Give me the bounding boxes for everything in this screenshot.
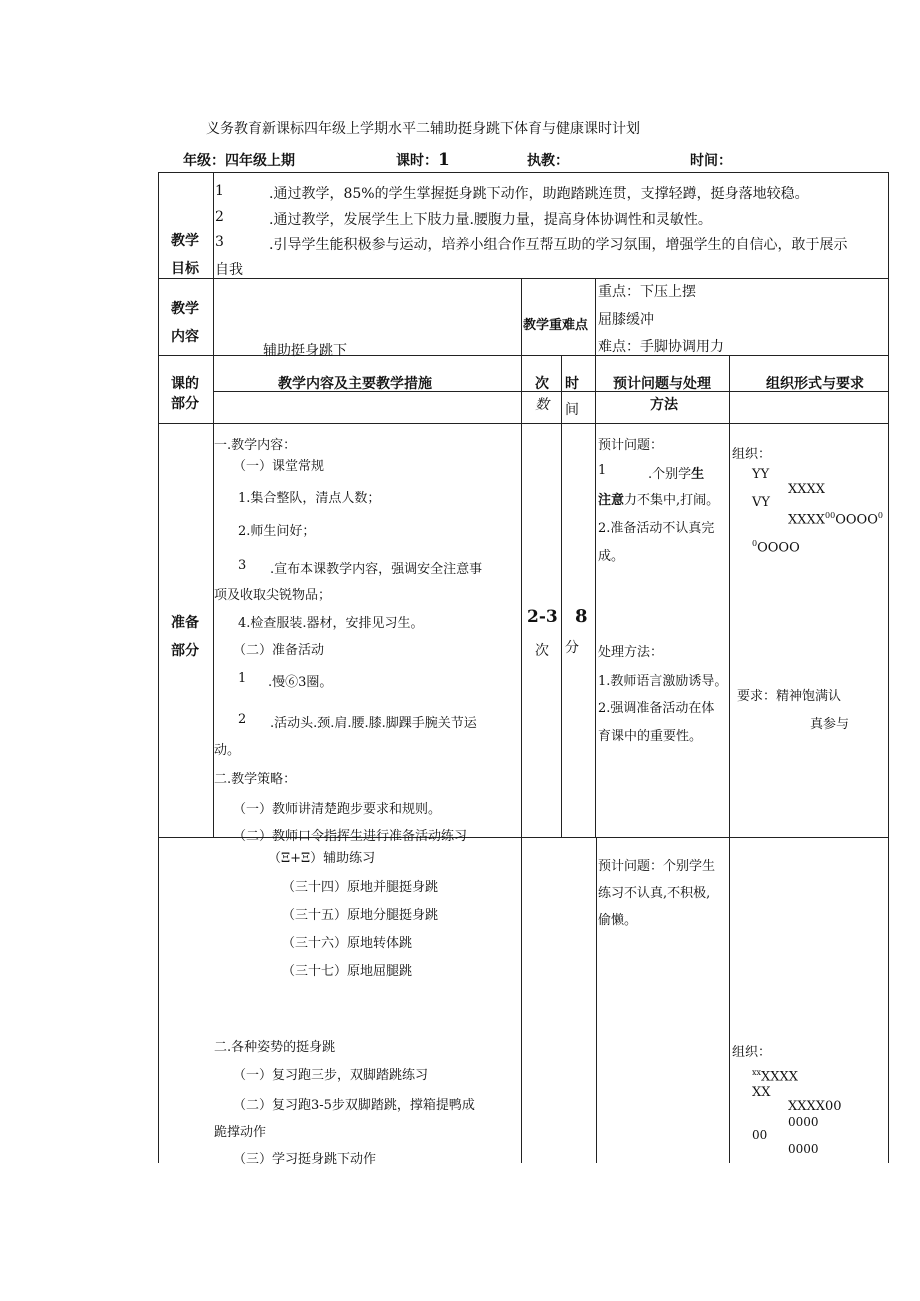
basic-line: （三十五）原地分腿挺身跳: [282, 908, 439, 923]
rule-objectives-bottom: [158, 278, 889, 279]
prep-line: （二）准备活动: [233, 643, 325, 658]
prep-org-row-5-b: OOOO: [757, 540, 800, 556]
col-duration-1: 时: [565, 376, 579, 392]
grade-label: 年级：四年级上期: [183, 153, 295, 169]
prep-problem-2: 2.准备活动不认真完: [598, 521, 715, 536]
prep-org-row-4-c: OOOO: [835, 512, 878, 528]
prep-line: 2: [238, 712, 247, 727]
content-label-2: 内容: [171, 329, 199, 345]
prep-problem-1-cont: [598, 489, 719, 508]
key-difficulty-label: 教学重难点: [523, 318, 589, 333]
basic-org-row: 00: [752, 1128, 768, 1142]
col-part-1: 课的: [171, 376, 199, 392]
basic-content-cell: [214, 839, 520, 1167]
objective-3-text: .引导学生能积极参与运动，培养小组合作互帮互助的学习氛围，增强学生的自信心，敢于展示: [269, 237, 848, 253]
prep-line: .活动头.颈.肩.腰.膝.脚踝手腕关节运: [270, 716, 477, 731]
prep-method-title: 处理方法：: [598, 645, 664, 660]
lesson-label: [396, 150, 450, 170]
prep-line: 1.集合整队，清点人数；: [238, 491, 381, 506]
rule-left: [158, 172, 159, 1163]
basic-org-row: 0000: [788, 1115, 819, 1129]
col-main: 教学内容及主要教学措施: [278, 376, 432, 392]
prep-problem-1-num: 1: [598, 463, 607, 478]
lesson-label-text: 课时：: [396, 153, 438, 169]
prep-line: 项及收取尖锐物品；: [214, 588, 332, 603]
objective-1-num: 1: [215, 183, 224, 199]
prep-method-2: 2.强调准备活动在体: [598, 701, 715, 716]
prep-org-row: XXXX: [788, 482, 826, 497]
prep-org-row: VY: [752, 495, 770, 510]
prep-problem-1-a: [648, 463, 704, 482]
key-point: 重点：下压上摆: [598, 284, 696, 300]
objectives-label-2: 目标: [171, 261, 199, 277]
basic-problems: 预计问题：个别学生: [598, 859, 716, 874]
objective-3-text-cont: 自我: [215, 262, 243, 278]
basic-org-row-1-b: XXXX: [761, 1069, 799, 1085]
prep-line: （一）课堂常规: [233, 459, 325, 474]
basic-line: 跪撑动作: [214, 1125, 267, 1140]
time-label: 时间：: [690, 153, 732, 169]
prep-line: 1: [238, 671, 247, 686]
prep-line: 二.教学策略：: [214, 772, 297, 787]
prep-org-row-5: [752, 539, 800, 555]
rule-header-bottom: [158, 423, 889, 424]
col-duration-2: 间: [565, 402, 579, 418]
prep-line: .宣布本课教学内容，强调安全注意事: [270, 562, 483, 577]
rule-top: [158, 172, 889, 173]
content-label-1: 教学: [171, 301, 199, 317]
content-value: 辅助挺身跳下: [263, 343, 347, 359]
basic-org-row-1: [752, 1068, 798, 1084]
objective-2-text: .通过教学，发展学生上下肢力量.腰腹力量，提高身体协调性和灵敏性。: [269, 212, 712, 228]
objective-2-num: 2: [215, 209, 224, 225]
prep-content-cell: [214, 425, 520, 844]
prep-line: （二）教师口令指挥生进行准备活动练习: [233, 829, 468, 844]
prep-org-row-4-d: 0: [877, 511, 883, 520]
rule-problems-col: [596, 838, 597, 1163]
prep-problems-title: 预计问题：: [598, 438, 664, 453]
rule-org-col: [729, 355, 730, 1163]
prep-line: 4.检查服装.器材，安排见习生。: [238, 616, 424, 631]
col-part-2: 部分: [171, 396, 199, 412]
basic-org-title: 组织：: [732, 1045, 772, 1060]
col-times-1: 次: [535, 376, 549, 392]
col-problems-2: 方法: [650, 397, 678, 413]
basic-org-row: 0000: [788, 1142, 819, 1156]
objective-1-text: .通过教学，85%的学生掌握挺身跳下动作，助跑踏跳连贯，支撑轻蹲，挺身落地较稳。: [269, 186, 809, 202]
col-organization: 组织形式与要求: [766, 376, 864, 392]
basic-org-row: XXXX00: [788, 1099, 842, 1114]
objective-3-num: 3: [215, 234, 224, 250]
lesson-number: 1: [438, 150, 450, 170]
basic-problems-cont: 练习不认真,不积极,: [598, 886, 711, 901]
prep-problem-1-b-text: 生: [691, 467, 705, 482]
col-problems-1: 预计问题与处理: [613, 376, 711, 392]
prep-times-value: 2-3: [527, 607, 558, 627]
basic-line: （一）复习跑三步，双脚踏跳练习: [233, 1068, 429, 1083]
prep-org-requirement-cont: 真参与: [810, 717, 850, 732]
basic-line: 二.各种姿势的挺身跳: [214, 1040, 336, 1055]
prep-line: 一.教学内容：: [214, 438, 297, 453]
basic-problems-cont-2: 偷懒。: [598, 913, 638, 928]
prep-line: .慢⑥3圈。: [268, 675, 333, 690]
basic-org-row: XX: [752, 1085, 771, 1100]
objectives-label-1: 教学: [171, 233, 199, 249]
rule-times-col: [561, 355, 562, 838]
basic-org-row-1-a: xx: [752, 1068, 762, 1077]
basic-line: （三十七）原地屈腿跳: [282, 964, 413, 979]
prep-problem-1-a-text: .个别学: [648, 467, 692, 482]
key-point-cont: 屈膝缓冲: [598, 312, 654, 328]
rule-kd-col: [595, 278, 596, 838]
teacher-label: 执教：: [527, 153, 569, 169]
prep-duration-unit: 分: [565, 640, 579, 656]
prep-org-row: YY: [752, 467, 770, 482]
prep-method-1: 1.教师语言激励诱导。: [598, 674, 728, 689]
basic-line: （三）学习挺身跳下动作: [233, 1152, 377, 1167]
prep-method-2-cont: 育课中的重要性。: [598, 729, 703, 744]
prep-problem-1-c-text: 注意: [598, 493, 625, 508]
basic-line: （Ξ+Ξ）辅助练习: [268, 851, 376, 866]
prep-line: 动。: [214, 743, 241, 758]
prep-org-requirement: 要求：精神饱满认: [737, 689, 842, 704]
prep-line: 2.师生问好；: [238, 524, 316, 539]
prep-org-row-5-a: 0: [752, 539, 758, 548]
prep-org-row-4-b: 00: [825, 511, 836, 520]
rule-content-col: [521, 278, 522, 1163]
difficulty-point: 难点：手脚协调用力: [598, 339, 724, 355]
rule-right: [888, 172, 889, 1163]
prep-duration-value: 8: [575, 606, 588, 627]
prep-line: 3: [238, 558, 247, 573]
prep-problem-2-cont: 成。: [598, 549, 625, 564]
prep-problem-1-d-text: 力不集中,打闹。: [624, 493, 720, 508]
basic-line: （二）复习跑3-5步双脚踏跳，撑箱提鸭成: [233, 1098, 475, 1113]
prep-problems-cell: [597, 425, 728, 836]
prep-org-row-4: [788, 511, 883, 527]
prep-line: （一）教师讲清楚跑步要求和规则。: [233, 802, 442, 817]
prep-org-row-4-a: XXXX: [788, 512, 826, 528]
prep-org-title: 组织：: [732, 447, 772, 462]
prep-times-unit: 次: [535, 643, 549, 659]
col-times-2: 数: [535, 397, 549, 413]
prep-label-2: 部分: [171, 643, 199, 659]
prep-label-1: 准备: [171, 615, 199, 631]
document-title: 义务教育新课标四年级上学期水平二辅助挺身跳下体育与健康课时计划: [206, 121, 640, 137]
basic-line: （三十六）原地转体跳: [282, 936, 413, 951]
basic-line: （三十四）原地并腿挺身跳: [282, 880, 439, 895]
